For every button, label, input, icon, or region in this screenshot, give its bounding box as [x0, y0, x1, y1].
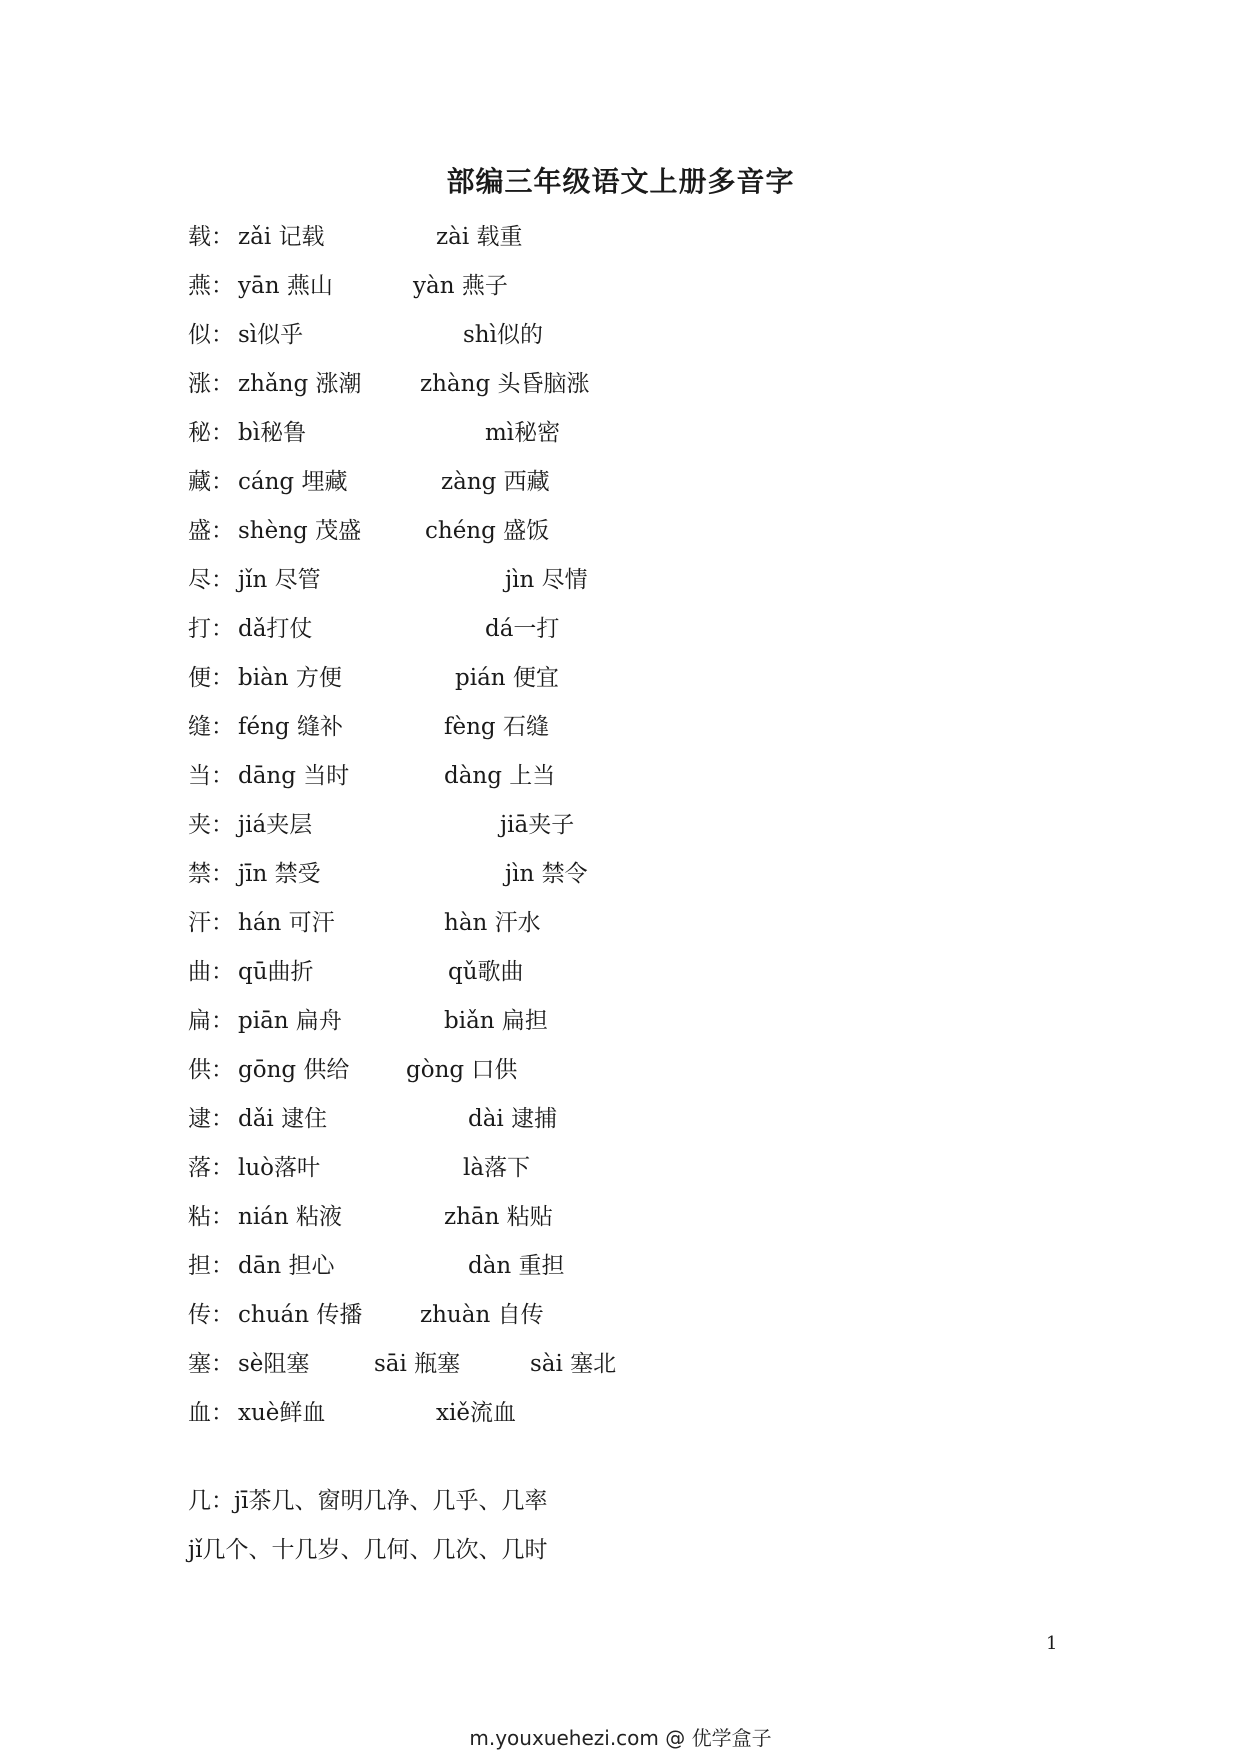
- reading-2: zàng 西藏: [441, 469, 550, 495]
- reading-1: sì似乎: [238, 322, 304, 348]
- reading-1: cáng 埋藏: [238, 469, 348, 495]
- reading-2: zhuàn 自传: [420, 1302, 544, 1328]
- reading-2: shì似的: [463, 322, 543, 348]
- character: 尽：: [188, 567, 234, 593]
- character: 当：: [188, 763, 234, 789]
- reading-2: jiā夹子: [500, 812, 575, 838]
- character: 塞：: [188, 1351, 234, 1377]
- reading-1: jiá夹层: [238, 812, 313, 838]
- reading-2: dài 逮捕: [468, 1106, 558, 1132]
- character: 载：: [188, 224, 234, 250]
- reading-1: dǎi 逮住: [238, 1106, 328, 1132]
- reading-1: biàn 方便: [238, 665, 342, 691]
- reading-1: dǎ打仗: [238, 616, 313, 642]
- ji-readings-line-2: jǐ几个、十几岁、几何、几次、几时: [188, 1537, 548, 1563]
- reading-1: hán 可汗: [238, 910, 335, 936]
- character: 曲：: [188, 959, 234, 985]
- reading-3: sài 塞北: [530, 1351, 617, 1377]
- reading-1: piān 扁舟: [238, 1008, 342, 1034]
- reading-2: zài 载重: [436, 224, 523, 250]
- reading-1: jǐn 尽管: [238, 567, 321, 593]
- reading-1: zǎi 记载: [238, 224, 325, 250]
- character: 粘：: [188, 1204, 234, 1230]
- reading-1: yān 燕山: [238, 273, 333, 299]
- character: 似：: [188, 322, 234, 348]
- page-number: 1: [1046, 1633, 1058, 1654]
- reading-1: qū曲折: [238, 959, 314, 985]
- character: 便：: [188, 665, 234, 691]
- ji-readings-line-1: 几：jī茶几、窗明几净、几乎、几率: [188, 1488, 548, 1514]
- character: 担：: [188, 1253, 234, 1279]
- character: 涨：: [188, 371, 234, 397]
- character: 汗：: [188, 910, 234, 936]
- character: 逮：: [188, 1106, 234, 1132]
- reading-2: dàng 上当: [444, 763, 556, 789]
- reading-2: dá一打: [485, 616, 560, 642]
- reading-1: féng 缝补: [238, 714, 343, 740]
- character: 打：: [188, 616, 234, 642]
- reading-1: bì秘鲁: [238, 420, 307, 446]
- character: 供：: [188, 1057, 234, 1083]
- reading-1: dān 担心: [238, 1253, 335, 1279]
- reading-1: sè阻塞: [238, 1351, 310, 1377]
- reading-2: qǔ歌曲: [448, 959, 524, 985]
- character: 传：: [188, 1302, 234, 1328]
- character: 秘：: [188, 420, 234, 446]
- reading-1: jīn 禁受: [238, 861, 321, 887]
- character: 血：: [188, 1400, 234, 1426]
- character: 扁：: [188, 1008, 234, 1034]
- reading-2: chéng 盛饭: [425, 518, 550, 544]
- reading-2: biǎn 扁担: [444, 1008, 548, 1034]
- reading-1: shèng 茂盛: [238, 518, 362, 544]
- reading-2: zhān 粘贴: [444, 1204, 553, 1230]
- character: 落：: [188, 1155, 234, 1181]
- reading-2: là落下: [463, 1155, 531, 1181]
- character: 缝：: [188, 714, 234, 740]
- reading-2: sāi 瓶塞: [374, 1351, 461, 1377]
- reading-1: chuán 传播: [238, 1302, 363, 1328]
- reading-2: mì秘密: [485, 420, 561, 446]
- reading-1: xuè鲜血: [238, 1400, 326, 1426]
- reading-2: yàn 燕子: [413, 273, 508, 299]
- character: 燕：: [188, 273, 234, 299]
- character: 夹：: [188, 812, 234, 838]
- reading-1: dāng 当时: [238, 763, 350, 789]
- reading-1: zhǎng 涨潮: [238, 371, 362, 397]
- reading-2: dàn 重担: [468, 1253, 565, 1279]
- reading-2: gòng 口供: [406, 1057, 518, 1083]
- reading-1: nián 粘液: [238, 1204, 343, 1230]
- reading-2: zhàng 头昏脑涨: [420, 371, 590, 397]
- reading-2: jìn 尽情: [505, 567, 588, 593]
- page-title: 部编三年级语文上册多音字: [446, 165, 795, 198]
- reading-2: fèng 石缝: [444, 714, 549, 740]
- reading-2: hàn 汗水: [444, 910, 541, 936]
- reading-1: luò落叶: [238, 1155, 321, 1181]
- character: 禁：: [188, 861, 234, 887]
- reading-2: xiě流血: [436, 1400, 516, 1426]
- reading-2: jìn 禁令: [505, 861, 588, 887]
- reading-2: pián 便宜: [455, 665, 559, 691]
- character: 藏：: [188, 469, 234, 495]
- footer-watermark: m.youxuehezi.com @ 优学盒子: [469, 1726, 772, 1750]
- reading-1: gōng 供给: [238, 1057, 350, 1083]
- character: 盛：: [188, 518, 234, 544]
